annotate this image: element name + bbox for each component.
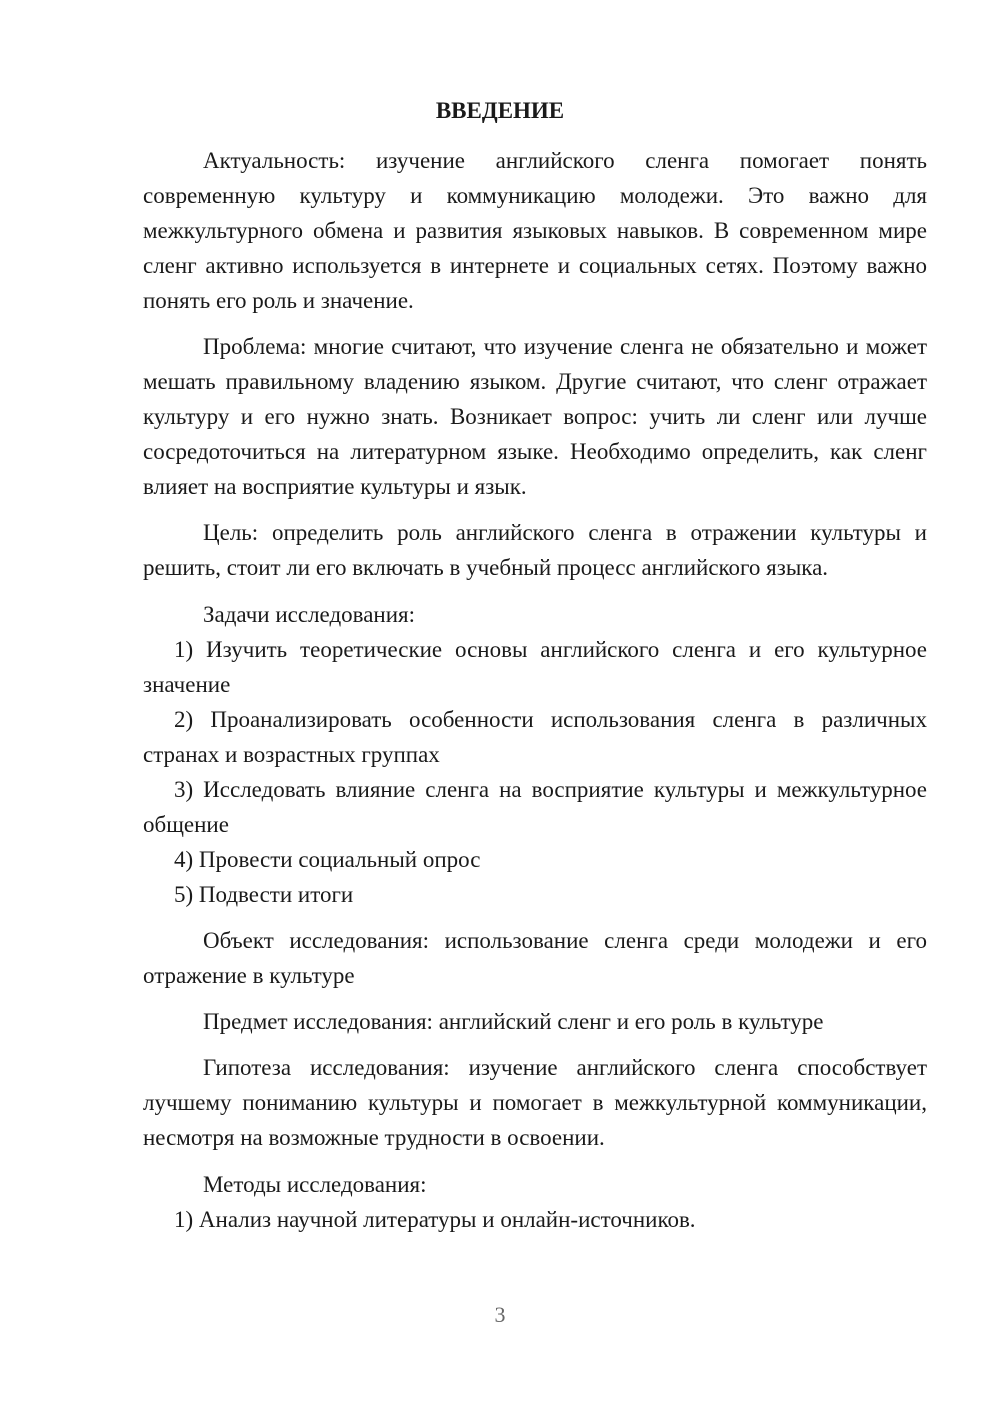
page-number: 3 [494, 1302, 506, 1327]
object-paragraph: Объект исследования: использование сленга среди молодежи и его отражение в культуре [143, 928, 927, 988]
hypothesis-paragraph: Гипотеза исследования: изучение английского сленга способствует лучшему пониманию культуры и помогает в межкультурной коммуникации, несмотря на возможные трудности в освоении. [143, 1055, 927, 1150]
task-item-5: 5) Подвести итоги [174, 882, 354, 907]
problem-paragraph: Проблема: многие считают, что изучение сленга не обязательно и может мешать правильному владению языком. Другие считают, что сленг отражает культуру и его нужно знать. Возникает вопрос: учить ли сленг или лучше сосредоточиться на литературном языке. Необходимо определить, как сленг влияет на восприятие культуры и язык. [143, 334, 927, 499]
task-item-1: 1) Изучить теоретические основы английского сленга и его культурное значение [143, 637, 927, 697]
task-item-2: 2) Проанализировать особенности использования сленга в различных странах и возрастных группах [143, 707, 927, 767]
page-body [143, 143, 927, 1237]
methods-heading: Методы исследования: [203, 1172, 427, 1197]
section-heading: ВВЕДЕНИЕ [435, 98, 565, 123]
tasks-heading: Задачи исследования: [203, 602, 416, 627]
goal-paragraph: Цель: определить роль английского сленга в отражении культуры и решить, стоит ли его включать в учебный процесс английского языка. [143, 520, 927, 580]
method-item-1: 1) Анализ научной литературы и онлайн-источников. [174, 1207, 696, 1232]
task-item-4: 4) Провести социальный опрос [174, 847, 481, 872]
relevance-paragraph: Актуальность: изучение английского сленга помогает понять современную культуру и коммуникацию молодежи. Это важно для межкультурного обмена и развития языковых навыков. В современном мире сленг активно используется в интернете и социальных сетях. Поэтому важно понять его роль и значение. [143, 148, 927, 313]
subject-paragraph: Предмет исследования: английский сленг и его роль в культуре [203, 1009, 824, 1034]
task-item-3: 3) Исследовать влияние сленга на восприятие культуры и межкультурное общение [143, 777, 927, 837]
